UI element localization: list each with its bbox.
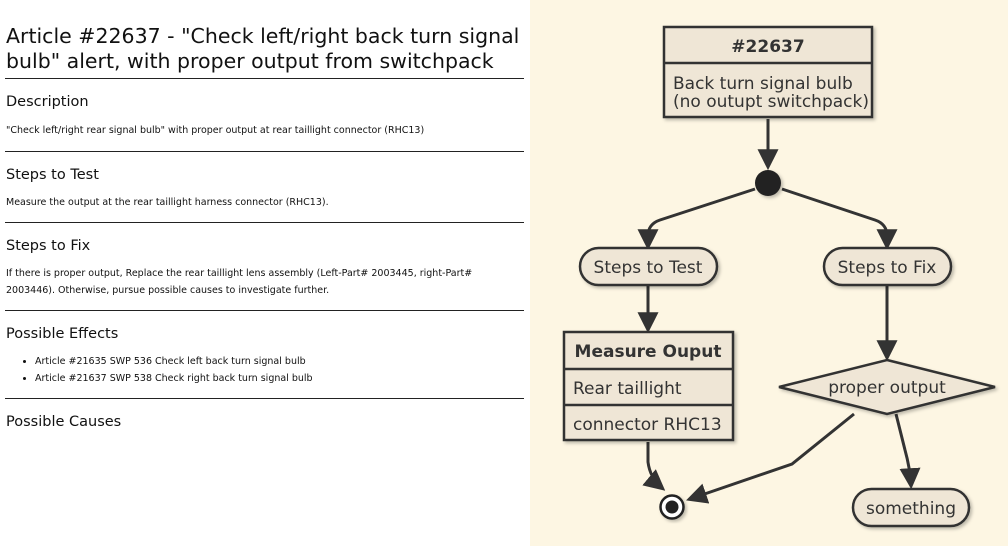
divider (5, 222, 524, 223)
possible-effects-list (0, 353, 313, 387)
diagram-panel (530, 0, 1008, 546)
divider (5, 310, 524, 311)
steps-to-fix-node (824, 248, 951, 285)
header-node-id: #22637 (731, 37, 805, 57)
article-title: Article #22637 - "Check left/right back turn signal bulb" alert, with proper output from switchpack (6, 24, 520, 73)
divider (5, 398, 524, 399)
steps-to-test-node (580, 248, 717, 285)
steps-to-test-heading: Steps to Test (6, 167, 99, 183)
flow-diagram (530, 0, 1008, 546)
fork-node (755, 170, 781, 196)
steps-to-fix-label: Steps to Fix (837, 258, 937, 278)
steps-to-fix-heading: Steps to Fix (6, 238, 91, 254)
measure-node-row1: Rear taillight (573, 379, 682, 399)
measure-node-title: Measure Ouput (574, 342, 722, 362)
edge-fork-to-fix (782, 189, 887, 246)
description-text: "Check left/right rear signal bulb" with proper output at rear taillight connector (RHC13) (6, 125, 425, 136)
header-node-line2: (no outupt switchpack) (673, 92, 869, 112)
steps-to-test-text: Measure the output at the rear taillight harness connector (RHC13). (6, 197, 329, 208)
edge-measure-to-end (648, 442, 662, 488)
something-node (853, 489, 969, 526)
decision-label: proper output (828, 378, 946, 398)
steps-to-test-label: Steps to Test (593, 258, 703, 278)
list-item: • Article #21635 SWP 536 Check left back turn signal bulb (35, 353, 313, 370)
measure-node (564, 332, 733, 440)
header-node (664, 27, 872, 117)
possible-effects-heading: Possible Effects (6, 326, 119, 342)
decision-node (779, 360, 995, 414)
divider (5, 78, 524, 79)
end-node (661, 496, 684, 519)
divider (5, 151, 524, 152)
header-node-line1: Back turn signal bulb (673, 74, 853, 94)
steps-to-fix-text: If there is proper output, Replace the rear taillight lens assembly (Left-Part# 2003445, right-Part# 2003446). Otherwise, pursue possible causes to investigate further. (6, 268, 473, 296)
measure-node-row2: connector RHC13 (573, 415, 722, 435)
description-heading: Description (6, 94, 89, 110)
list-item: • Article #21637 SWP 538 Check right back turn signal bulb (35, 370, 313, 387)
something-label: something (865, 499, 957, 519)
edge-fork-to-test (648, 189, 755, 246)
possible-causes-heading: Possible Causes (6, 414, 122, 430)
edge-decision-to-something (896, 414, 911, 485)
